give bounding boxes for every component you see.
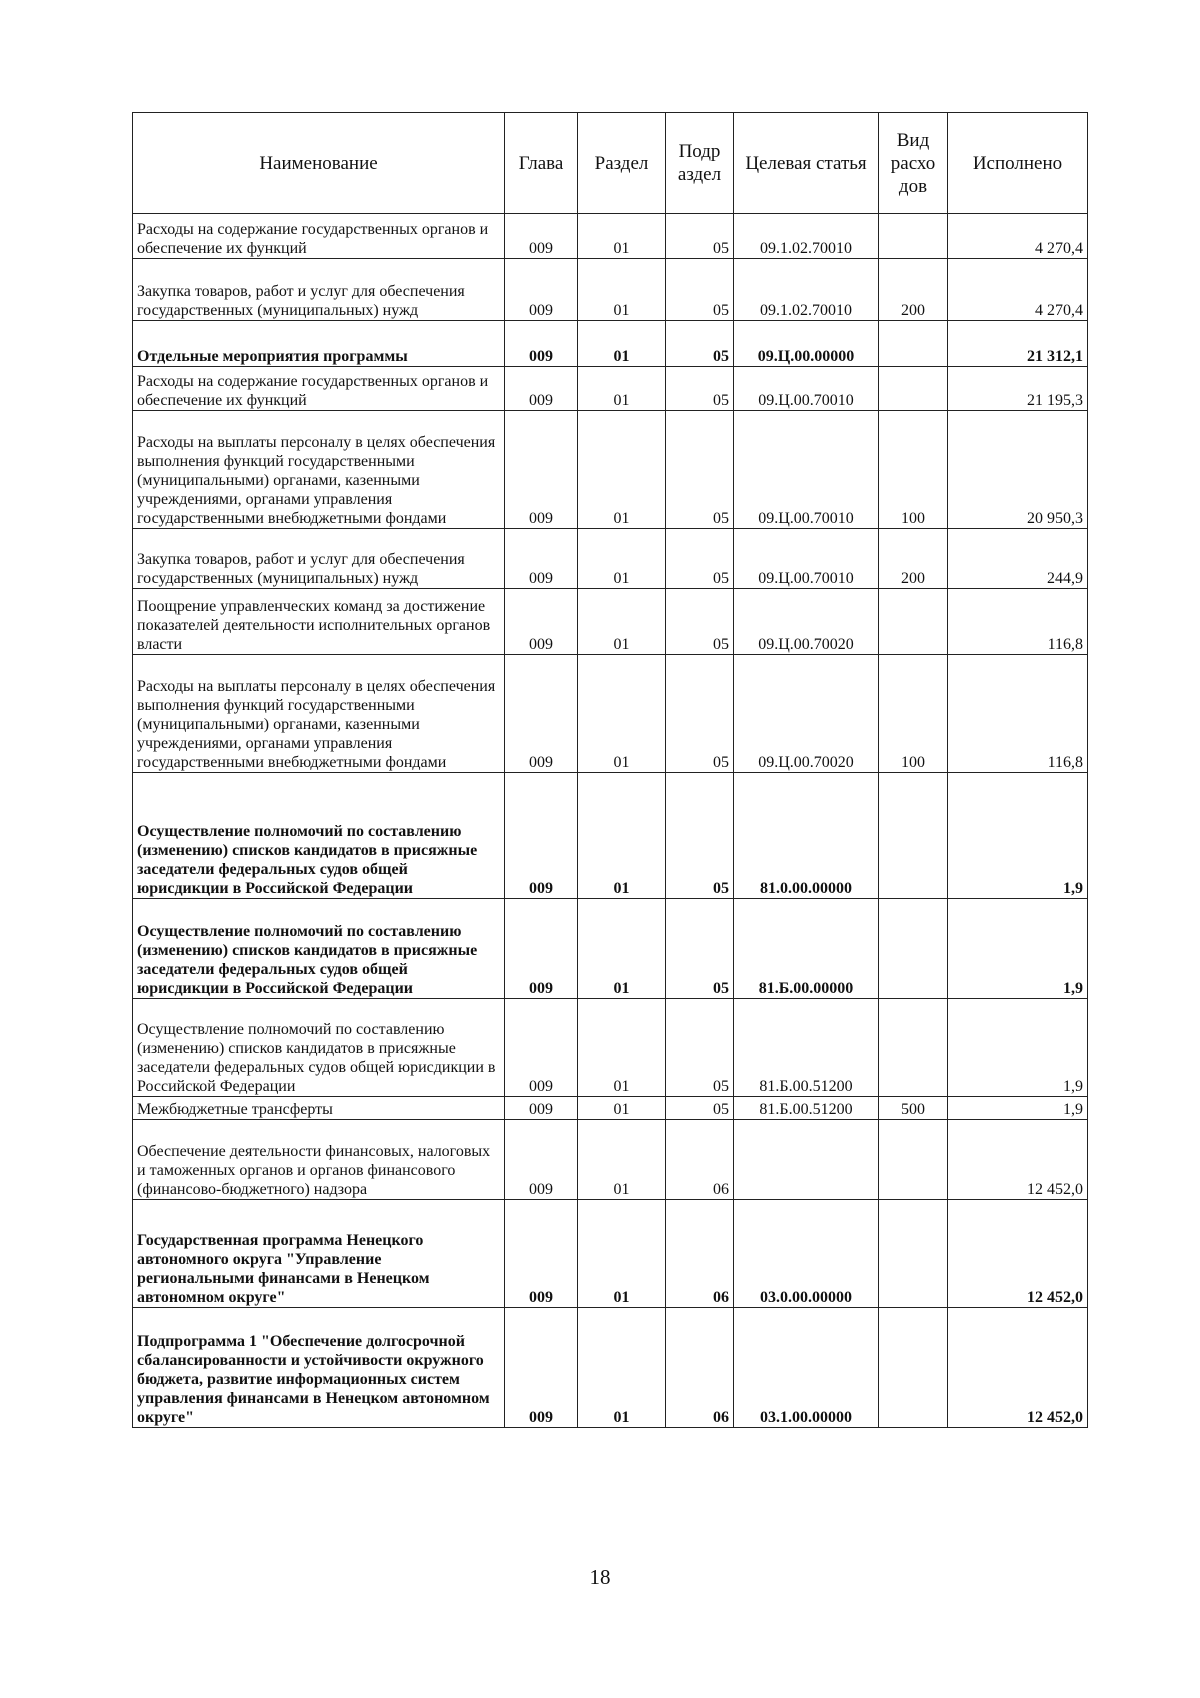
row-glava-cell: 009 bbox=[505, 321, 578, 367]
row-expense-type-cell bbox=[879, 1120, 948, 1200]
row-podrazdel-cell: 05 bbox=[666, 411, 734, 529]
row-razdel-cell: 01 bbox=[578, 999, 666, 1097]
row-name-cell: Закупка товаров, работ и услуг для обеспечения государственных (муниципальных) нужд bbox=[133, 529, 505, 589]
row-razdel-cell: 01 bbox=[578, 259, 666, 321]
row-podrazdel-cell: 05 bbox=[666, 773, 734, 899]
table-row bbox=[133, 773, 1088, 899]
header-expense-type: Вид расхо дов bbox=[879, 113, 948, 214]
row-podrazdel-cell: 05 bbox=[666, 899, 734, 999]
row-name-cell: Осуществление полномочий по составлению (изменению) списков кандидатов в присяжные заседатели федеральных судов общей юрисдикции в Российской Федерации bbox=[133, 999, 505, 1097]
row-glava-cell: 009 bbox=[505, 1308, 578, 1428]
header-podrazdel: Подр аздел bbox=[666, 113, 734, 214]
row-name-cell: Расходы на содержание государственных органов и обеспечение их функций bbox=[133, 214, 505, 259]
row-executed-cell: 116,8 bbox=[948, 589, 1088, 655]
header-glava: Глава bbox=[505, 113, 578, 214]
row-podrazdel-cell: 05 bbox=[666, 367, 734, 411]
row-expense-type-cell: 200 bbox=[879, 529, 948, 589]
row-target-article-cell: 09.Ц.00.70010 bbox=[734, 367, 879, 411]
row-expense-type-cell bbox=[879, 899, 948, 999]
row-podrazdel-cell: 05 bbox=[666, 321, 734, 367]
row-glava-cell: 009 bbox=[505, 529, 578, 589]
row-executed-cell: 21 195,3 bbox=[948, 367, 1088, 411]
row-target-article-cell: 81.Б.00.51200 bbox=[734, 999, 879, 1097]
table-row bbox=[133, 1308, 1088, 1428]
row-name-cell: Межбюджетные трансферты bbox=[133, 1097, 505, 1120]
row-executed-cell: 4 270,4 bbox=[948, 259, 1088, 321]
row-name-cell: Подпрограмма 1 "Обеспечение долгосрочной сбалансированности и устойчивости окружного бюджета, развитие информационных систем управления финансами в Ненецком автономном округе" bbox=[133, 1308, 505, 1428]
row-executed-cell: 4 270,4 bbox=[948, 214, 1088, 259]
row-podrazdel-cell: 05 bbox=[666, 214, 734, 259]
header-row bbox=[133, 113, 1088, 214]
row-executed-cell: 1,9 bbox=[948, 773, 1088, 899]
row-target-article-cell: 09.Ц.00.00000 bbox=[734, 321, 879, 367]
row-razdel-cell: 01 bbox=[578, 773, 666, 899]
row-target-article-cell: 81.Б.00.00000 bbox=[734, 899, 879, 999]
row-razdel-cell: 01 bbox=[578, 1200, 666, 1308]
table-row bbox=[133, 589, 1088, 655]
table-row bbox=[133, 259, 1088, 321]
row-name-cell: Осуществление полномочий по составлению (изменению) списков кандидатов в присяжные заседатели федеральных судов общей юрисдикции в Российской Федерации bbox=[133, 899, 505, 999]
row-executed-cell: 116,8 bbox=[948, 655, 1088, 773]
row-podrazdel-cell: 05 bbox=[666, 529, 734, 589]
row-name-cell: Закупка товаров, работ и услуг для обеспечения государственных (муниципальных) нужд bbox=[133, 259, 505, 321]
row-razdel-cell: 01 bbox=[578, 411, 666, 529]
row-podrazdel-cell: 05 bbox=[666, 1097, 734, 1120]
row-glava-cell: 009 bbox=[505, 214, 578, 259]
row-executed-cell: 1,9 bbox=[948, 999, 1088, 1097]
row-expense-type-cell bbox=[879, 773, 948, 899]
row-executed-cell: 20 950,3 bbox=[948, 411, 1088, 529]
row-target-article-cell: 81.0.00.00000 bbox=[734, 773, 879, 899]
row-executed-cell: 1,9 bbox=[948, 899, 1088, 999]
header-executed: Исполнено bbox=[948, 113, 1088, 214]
table-row bbox=[133, 529, 1088, 589]
row-glava-cell: 009 bbox=[505, 259, 578, 321]
row-name-cell: Осуществление полномочий по составлению (изменению) списков кандидатов в присяжные заседатели федеральных судов общей юрисдикции в Российской Федерации bbox=[133, 773, 505, 899]
row-glava-cell: 009 bbox=[505, 999, 578, 1097]
row-executed-cell: 244,9 bbox=[948, 529, 1088, 589]
row-name-cell: Отдельные мероприятия программы bbox=[133, 321, 505, 367]
table-row bbox=[133, 1200, 1088, 1308]
row-expense-type-cell bbox=[879, 999, 948, 1097]
row-glava-cell: 009 bbox=[505, 1097, 578, 1120]
row-expense-type-cell: 100 bbox=[879, 411, 948, 529]
row-name-cell: Расходы на выплаты персоналу в целях обеспечения выполнения функций государственными (муниципальными) органами, казенными учреждениями, органами управления государственными внебюджетными фондами bbox=[133, 411, 505, 529]
row-razdel-cell: 01 bbox=[578, 1120, 666, 1200]
row-name-cell: Поощрение управленческих команд за достижение показателей деятельности исполнительных органов власти bbox=[133, 589, 505, 655]
row-expense-type-cell: 200 bbox=[879, 259, 948, 321]
row-target-article-cell: 09.Ц.00.70020 bbox=[734, 655, 879, 773]
table-row bbox=[133, 655, 1088, 773]
row-razdel-cell: 01 bbox=[578, 589, 666, 655]
row-podrazdel-cell: 05 bbox=[666, 655, 734, 773]
row-glava-cell: 009 bbox=[505, 1120, 578, 1200]
table-row bbox=[133, 214, 1088, 259]
row-executed-cell: 12 452,0 bbox=[948, 1308, 1088, 1428]
row-target-article-cell: 09.1.02.70010 bbox=[734, 259, 879, 321]
row-razdel-cell: 01 bbox=[578, 529, 666, 589]
row-name-cell: Обеспечение деятельности финансовых, налоговых и таможенных органов и органов финансового (финансово-бюджетного) надзора bbox=[133, 1120, 505, 1200]
row-expense-type-cell bbox=[879, 321, 948, 367]
row-glava-cell: 009 bbox=[505, 589, 578, 655]
row-glava-cell: 009 bbox=[505, 773, 578, 899]
header-target-article: Целевая статья bbox=[734, 113, 879, 214]
row-target-article-cell: 03.1.00.00000 bbox=[734, 1308, 879, 1428]
row-executed-cell: 21 312,1 bbox=[948, 321, 1088, 367]
row-razdel-cell: 01 bbox=[578, 1308, 666, 1428]
row-expense-type-cell bbox=[879, 1200, 948, 1308]
row-target-article-cell: 09.Ц.00.70010 bbox=[734, 529, 879, 589]
row-executed-cell: 12 452,0 bbox=[948, 1200, 1088, 1308]
row-name-cell: Расходы на выплаты персоналу в целях обеспечения выполнения функций государственными (муниципальными) органами, казенными учреждениями, органами управления государственными внебюджетными фондами bbox=[133, 655, 505, 773]
table-row bbox=[133, 899, 1088, 999]
row-podrazdel-cell: 06 bbox=[666, 1200, 734, 1308]
row-podrazdel-cell: 06 bbox=[666, 1308, 734, 1428]
row-glava-cell: 009 bbox=[505, 411, 578, 529]
row-target-article-cell: 09.Ц.00.70020 bbox=[734, 589, 879, 655]
row-name-cell: Расходы на содержание государственных органов и обеспечение их функций bbox=[133, 367, 505, 411]
row-target-article-cell: 09.1.02.70010 bbox=[734, 214, 879, 259]
row-podrazdel-cell: 06 bbox=[666, 1120, 734, 1200]
row-razdel-cell: 01 bbox=[578, 899, 666, 999]
row-razdel-cell: 01 bbox=[578, 321, 666, 367]
row-razdel-cell: 01 bbox=[578, 367, 666, 411]
row-name-cell: Государственная программа Ненецкого автономного округа "Управление региональными финансами в Ненецком автономном округе" bbox=[133, 1200, 505, 1308]
row-glava-cell: 009 bbox=[505, 1200, 578, 1308]
row-expense-type-cell bbox=[879, 589, 948, 655]
row-podrazdel-cell: 05 bbox=[666, 589, 734, 655]
row-expense-type-cell bbox=[879, 367, 948, 411]
page-number: 18 bbox=[589, 1565, 611, 1589]
row-podrazdel-cell: 05 bbox=[666, 999, 734, 1097]
row-target-article-cell: 09.Ц.00.70010 bbox=[734, 411, 879, 529]
row-target-article-cell: 03.0.00.00000 bbox=[734, 1200, 879, 1308]
header-name: Наименование bbox=[133, 113, 505, 214]
table-row bbox=[133, 321, 1088, 367]
table-row bbox=[133, 411, 1088, 529]
row-podrazdel-cell: 05 bbox=[666, 259, 734, 321]
row-razdel-cell: 01 bbox=[578, 655, 666, 773]
row-expense-type-cell: 500 bbox=[879, 1097, 948, 1120]
row-target-article-cell: 81.Б.00.51200 bbox=[734, 1097, 879, 1120]
row-glava-cell: 009 bbox=[505, 367, 578, 411]
row-glava-cell: 009 bbox=[505, 655, 578, 773]
row-razdel-cell: 01 bbox=[578, 1097, 666, 1120]
table-row bbox=[133, 1097, 1088, 1120]
row-expense-type-cell bbox=[879, 1308, 948, 1428]
row-expense-type-cell bbox=[879, 214, 948, 259]
row-glava-cell: 009 bbox=[505, 899, 578, 999]
budget-table bbox=[132, 112, 1088, 1428]
row-target-article-cell bbox=[734, 1120, 879, 1200]
table-row bbox=[133, 367, 1088, 411]
row-expense-type-cell: 100 bbox=[879, 655, 948, 773]
header-razdel: Раздел bbox=[578, 113, 666, 214]
row-razdel-cell: 01 bbox=[578, 214, 666, 259]
row-executed-cell: 1,9 bbox=[948, 1097, 1088, 1120]
table-row bbox=[133, 1120, 1088, 1200]
table-row bbox=[133, 999, 1088, 1097]
row-executed-cell: 12 452,0 bbox=[948, 1120, 1088, 1200]
